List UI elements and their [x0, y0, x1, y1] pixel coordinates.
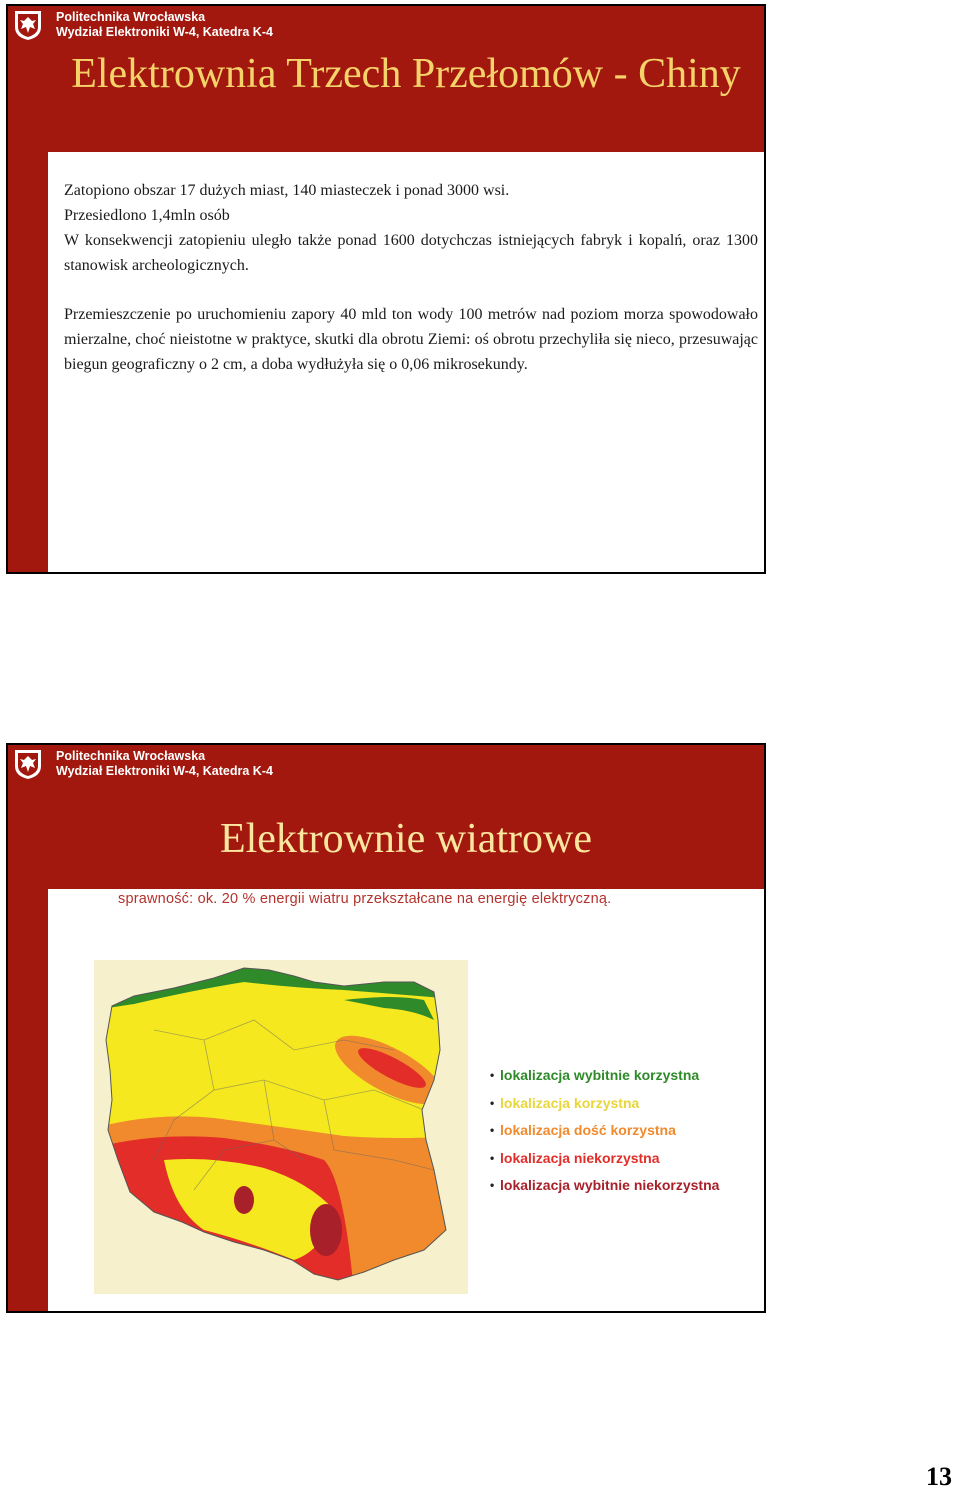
body-paragraph: Przemieszczenie po uruchomieniu zapory 40 mld ton wody 100 metrów nad poziom morza spowodowało mierzalne, choć nieistotne w praktyce, skutki dla obrotu Ziemi: oś obrotu przechyliła się nieco, przesuwając biegun geograficzny o 2 cm, a doba wydłużyła się o 0,06 mikrosekundy. — [64, 306, 758, 373]
body-line: Przesiedlono 1,4mln osób — [64, 207, 230, 224]
slide-three-gorges — [6, 4, 766, 574]
page-number: 13 — [926, 1462, 952, 1491]
institution-name — [56, 10, 273, 40]
university-logo-icon — [13, 748, 43, 780]
body-line: Zatopiono obszar 17 dużych miast, 140 miasteczek i ponad 3000 wsi. — [64, 182, 510, 199]
institution-line2: Wydział Elektroniki W-4, Katedra K-4 — [56, 764, 273, 778]
institution-name — [56, 749, 273, 779]
legend-label: lokalizacja niekorzystna — [500, 1149, 660, 1166]
bullet-icon: • — [490, 1178, 495, 1192]
bullet-icon: • — [490, 1095, 495, 1110]
bullet-icon: • — [490, 1150, 495, 1165]
bullet-icon: • — [490, 1068, 495, 1082]
efficiency-subtitle: sprawność: ok. 20 % energii wiatru przekształcane na energię elektryczną. — [118, 891, 612, 907]
institution-line1: Politechnika Wrocławska — [56, 10, 206, 24]
title-band — [48, 44, 764, 152]
map-legend — [490, 1067, 720, 1205]
bullet-icon: • — [490, 1123, 495, 1137]
university-logo-icon — [13, 9, 43, 41]
slide-sidebar — [8, 745, 48, 1311]
legend-item — [490, 1095, 720, 1123]
slide-header — [8, 6, 764, 44]
institution-line1: Politechnika Wrocławska — [56, 749, 206, 763]
legend-label: lokalizacja dość korzystna — [500, 1122, 676, 1138]
legend-label: lokalizacja wybitnie korzystna — [500, 1067, 700, 1083]
institution-line2: Wydział Elektroniki W-4, Katedra K-4 — [56, 25, 273, 39]
legend-item — [490, 1150, 720, 1178]
slide-body — [64, 178, 758, 377]
poland-wind-map — [94, 960, 468, 1294]
slide-title: Elektrownia Trzech Przełomów - Chiny — [71, 51, 741, 97]
slide-header — [8, 745, 764, 783]
legend-item — [490, 1177, 720, 1205]
title-band — [48, 783, 764, 889]
slide-sidebar — [8, 6, 48, 572]
slide-title: Elektrownie wiatrowe — [219, 816, 593, 862]
legend-item — [490, 1067, 720, 1095]
body-line: W konsekwencji zatopieniu uległo także ponad 1600 dotychczas istniejących fabryk i kopalń, oraz 1300 stanowisk archeologicznych. — [64, 232, 758, 274]
legend-item — [490, 1122, 720, 1150]
legend-label: lokalizacja wybitnie niekorzystna — [500, 1177, 720, 1193]
legend-label: lokalizacja korzystna — [500, 1094, 640, 1111]
slide-wind-power — [6, 743, 766, 1313]
